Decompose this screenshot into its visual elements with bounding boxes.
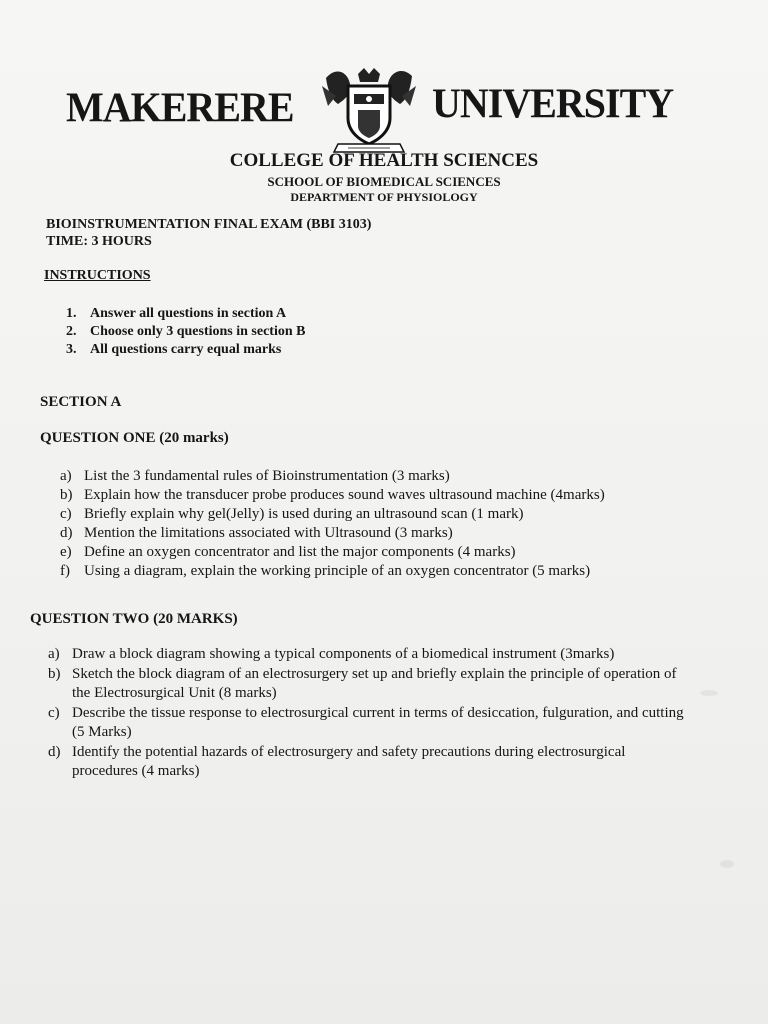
item-letter: c) — [60, 506, 72, 522]
exam-title: BIOINSTRUMENTATION FINAL EXAM (BBI 3103) — [46, 217, 372, 232]
list-item — [48, 743, 688, 782]
list-item — [48, 645, 688, 665]
item-number: 1. — [66, 306, 77, 321]
list-item — [66, 341, 305, 359]
item-letter: a) — [48, 646, 60, 662]
university-header — [0, 66, 768, 156]
item-text: Mention the limitations associated with Ultrasound (3 marks) — [84, 525, 453, 541]
instructions-heading: INSTRUCTIONS — [44, 268, 151, 283]
question-two-items — [48, 645, 688, 782]
list-item — [60, 505, 605, 524]
university-crest-icon — [318, 66, 420, 156]
item-letter: d) — [48, 743, 61, 760]
item-number: 3. — [66, 342, 77, 357]
list-item — [48, 704, 688, 743]
item-text: List the 3 fundamental rules of Bioinstrumentation (3 marks) — [84, 468, 450, 484]
exam-info — [46, 216, 371, 250]
item-text: Briefly explain why gel(Jelly) is used during an ultrasound scan (1 mark) — [84, 506, 524, 522]
college-name: COLLEGE OF HEALTH SCIENCES — [229, 150, 539, 171]
item-letter: a) — [60, 468, 72, 484]
list-item — [48, 665, 688, 704]
question-one-items — [60, 467, 605, 581]
school-name: SCHOOL OF BIOMEDICAL SCIENCES — [267, 174, 501, 189]
item-text: Answer all questions in section A — [90, 306, 287, 321]
section-a-heading: SECTION A — [40, 394, 122, 410]
department-name: DEPARTMENT OF PHYSIOLOGY — [290, 190, 478, 204]
list-item — [60, 486, 605, 505]
list-item — [60, 543, 605, 562]
list-item — [60, 524, 605, 543]
item-text: Explain how the transducer probe produces sound waves ultrasound machine (4marks) — [84, 487, 605, 503]
item-text: Define an oxygen concentrator and list the major components (4 marks) — [84, 544, 516, 560]
item-letter: b) — [48, 665, 61, 682]
item-letter: b) — [60, 487, 73, 503]
list-item — [60, 562, 605, 581]
question-two-title: QUESTION TWO (20 MARKS) — [30, 611, 238, 627]
item-text: Sketch the block diagram of an electrosurgery set up and briefly explain the principle of operation of the Electrosurgical Unit (8 marks) — [72, 665, 677, 701]
item-text: All questions carry equal marks — [90, 342, 282, 357]
item-letter: c) — [48, 704, 60, 721]
item-text: Using a diagram, explain the working principle of an oxygen concentrator (5 marks) — [84, 563, 591, 579]
item-letter: e) — [60, 544, 72, 560]
item-text: Draw a block diagram showing a typical components of a biomedical instrument (3marks) — [72, 646, 615, 662]
item-text: Identify the potential hazards of electrosurgery and safety precautions during electrosurgical procedures (4 marks) — [72, 743, 626, 779]
instructions-list — [66, 305, 305, 359]
item-text: Choose only 3 questions in section B — [90, 324, 306, 339]
list-item — [60, 467, 605, 486]
list-item — [66, 323, 305, 341]
question-one-title: QUESTION ONE (20 marks) — [40, 430, 229, 446]
paper-smudge — [720, 860, 734, 868]
item-text: Describe the tissue response to electrosurgical current in terms of desiccation, fulguration, and cutting (5 Marks) — [72, 704, 684, 740]
exam-time: TIME: 3 HOURS — [46, 234, 152, 249]
paper-smudge — [700, 690, 718, 696]
university-name-right: UNIVERSITY — [432, 79, 674, 128]
item-number: 2. — [66, 324, 77, 339]
university-name-left: MAKERERE — [66, 83, 294, 132]
list-item — [66, 305, 305, 323]
item-letter: f) — [60, 563, 70, 579]
item-letter: d) — [60, 525, 73, 541]
